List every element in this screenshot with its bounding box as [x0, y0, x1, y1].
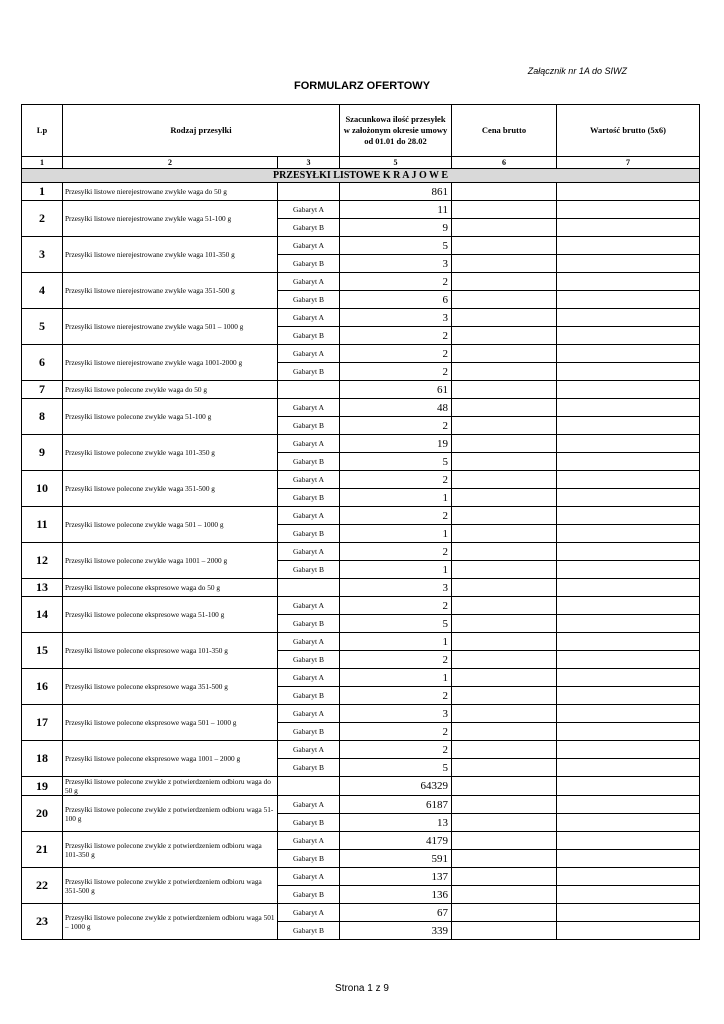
- gabaryt-b-label: Gabaryt B: [278, 814, 340, 832]
- value-cell[interactable]: [557, 741, 700, 759]
- table-row: [22, 543, 700, 561]
- price-cell[interactable]: [452, 579, 557, 597]
- value-cell[interactable]: [557, 561, 700, 579]
- gabaryt-b-label: Gabaryt B: [278, 922, 340, 940]
- row-quantity-b: 2: [340, 363, 452, 381]
- value-cell[interactable]: [557, 868, 700, 886]
- row-lp: 17: [22, 705, 63, 741]
- row-description: Przesyłki listowe polecone zwykłe z potwierdzeniem odbioru waga 101-350 g: [63, 832, 278, 868]
- value-cell[interactable]: [557, 759, 700, 777]
- price-cell[interactable]: [452, 255, 557, 273]
- value-cell[interactable]: [557, 832, 700, 850]
- price-cell[interactable]: [452, 832, 557, 850]
- value-cell[interactable]: [557, 291, 700, 309]
- table-row: [22, 345, 700, 363]
- row-quantity-a: 2: [340, 741, 452, 759]
- table-row: [22, 741, 700, 759]
- row-lp: 19: [22, 777, 63, 796]
- price-cell[interactable]: [452, 309, 557, 327]
- gabaryt-b-label: Gabaryt B: [278, 453, 340, 471]
- value-cell[interactable]: [557, 723, 700, 741]
- page-footer: Strona 1 z 9: [335, 983, 389, 994]
- row-quantity-a: 2: [340, 471, 452, 489]
- value-cell[interactable]: [557, 814, 700, 832]
- row-size-empty: [278, 183, 340, 201]
- row-quantity-a: 3: [340, 309, 452, 327]
- gabaryt-a-label: Gabaryt A: [278, 435, 340, 453]
- value-cell[interactable]: [557, 309, 700, 327]
- row-description: Przesyłki listowe polecone zwykłe z potwierdzeniem odbioru waga 351-500 g: [63, 868, 278, 904]
- row-description: Przesyłki listowe polecone ekspresowe waga 101-350 g: [63, 633, 278, 669]
- col-number: 3: [278, 157, 340, 169]
- row-lp: 18: [22, 741, 63, 777]
- row-description: Przesyłki listowe polecone ekspresowe waga 351-500 g: [63, 669, 278, 705]
- row-quantity-b: 6: [340, 291, 452, 309]
- row-description: Przesyłki listowe nierejestrowane zwykłe waga 51-100 g: [63, 201, 278, 237]
- row-lp: 14: [22, 597, 63, 633]
- price-cell[interactable]: [452, 489, 557, 507]
- row-quantity-b: 13: [340, 814, 452, 832]
- price-cell[interactable]: [452, 561, 557, 579]
- value-cell[interactable]: [557, 525, 700, 543]
- price-cell[interactable]: [452, 796, 557, 814]
- table-row: [22, 237, 700, 255]
- value-cell[interactable]: [557, 201, 700, 219]
- header-rodzaj: Rodzaj przesyłki: [63, 105, 340, 157]
- table-row: [22, 832, 700, 850]
- annex-label: Załącznik nr 1A do SIWZ: [527, 66, 627, 76]
- price-cell[interactable]: [452, 471, 557, 489]
- row-description: Przesyłki listowe polecone zwykłe waga 1001 – 2000 g: [63, 543, 278, 579]
- row-quantity-b: 1: [340, 489, 452, 507]
- column-number-row: [22, 157, 700, 169]
- row-description: Przesyłki listowe polecone ekspresowe waga 51-100 g: [63, 597, 278, 633]
- row-quantity-b: 591: [340, 850, 452, 868]
- row-quantity-a: 4179: [340, 832, 452, 850]
- row-lp: 4: [22, 273, 63, 309]
- row-quantity-a: 19: [340, 435, 452, 453]
- row-quantity-b: 339: [340, 922, 452, 940]
- gabaryt-b-label: Gabaryt B: [278, 363, 340, 381]
- price-cell[interactable]: [452, 453, 557, 471]
- row-quantity-a: 2: [340, 597, 452, 615]
- price-cell[interactable]: [452, 633, 557, 651]
- price-cell[interactable]: [452, 345, 557, 363]
- value-cell[interactable]: [557, 507, 700, 525]
- gabaryt-b-label: Gabaryt B: [278, 525, 340, 543]
- header-ilosc: Szacunkowa ilość przesyłek w założonym okresie umowy od 01.01 do 28.02: [340, 105, 452, 157]
- row-description: Przesyłki listowe polecone ekspresowe waga 1001 – 2000 g: [63, 741, 278, 777]
- table-row: [22, 471, 700, 489]
- row-quantity: 61: [340, 381, 452, 399]
- row-size-empty: [278, 579, 340, 597]
- price-cell[interactable]: [452, 507, 557, 525]
- gabaryt-a-label: Gabaryt A: [278, 597, 340, 615]
- row-lp: 21: [22, 832, 63, 868]
- row-lp: 15: [22, 633, 63, 669]
- row-quantity-b: 136: [340, 886, 452, 904]
- page-title: FORMULARZ OFERTOWY: [293, 80, 431, 92]
- gabaryt-b-label: Gabaryt B: [278, 417, 340, 435]
- price-cell[interactable]: [452, 868, 557, 886]
- value-cell[interactable]: [557, 453, 700, 471]
- row-quantity-b: 2: [340, 327, 452, 345]
- row-description: Przesyłki listowe nierejestrowane zwykłe waga 1001-2000 g: [63, 345, 278, 381]
- row-quantity-a: 2: [340, 543, 452, 561]
- gabaryt-a-label: Gabaryt A: [278, 741, 340, 759]
- row-description: Przesyłki listowe polecone zwykłe waga do 50 g: [63, 381, 278, 399]
- price-cell[interactable]: [452, 687, 557, 705]
- price-cell[interactable]: [452, 417, 557, 435]
- table-row: [22, 633, 700, 651]
- gabaryt-b-label: Gabaryt B: [278, 561, 340, 579]
- row-lp: 10: [22, 471, 63, 507]
- row-lp: 23: [22, 904, 63, 940]
- row-quantity-a: 1: [340, 633, 452, 651]
- row-quantity-a: 3: [340, 705, 452, 723]
- value-cell[interactable]: [557, 471, 700, 489]
- price-cell[interactable]: [452, 741, 557, 759]
- value-cell[interactable]: [557, 687, 700, 705]
- price-cell[interactable]: [452, 904, 557, 922]
- row-quantity-b: 2: [340, 417, 452, 435]
- row-description: Przesyłki listowe polecone ekspresowe waga 501 – 1000 g: [63, 705, 278, 741]
- value-cell[interactable]: [557, 345, 700, 363]
- value-cell[interactable]: [557, 651, 700, 669]
- row-lp: 3: [22, 237, 63, 273]
- row-quantity-b: 1: [340, 525, 452, 543]
- row-quantity-a: 137: [340, 868, 452, 886]
- price-cell[interactable]: [452, 183, 557, 201]
- price-cell[interactable]: [452, 759, 557, 777]
- row-description: Przesyłki listowe polecone ekspresowe waga do 50 g: [63, 579, 278, 597]
- gabaryt-b-label: Gabaryt B: [278, 615, 340, 633]
- price-cell[interactable]: [452, 543, 557, 561]
- col-number: 2: [63, 157, 278, 169]
- row-lp: 6: [22, 345, 63, 381]
- row-lp: 16: [22, 669, 63, 705]
- row-size-empty: [278, 777, 340, 796]
- price-cell[interactable]: [452, 814, 557, 832]
- table-row: [22, 868, 700, 886]
- price-cell[interactable]: [452, 705, 557, 723]
- row-quantity-a: 67: [340, 904, 452, 922]
- row-lp: 2: [22, 201, 63, 237]
- col-number: 5: [340, 157, 452, 169]
- offer-table: [21, 104, 700, 940]
- value-cell[interactable]: [557, 796, 700, 814]
- row-description: Przesyłki listowe polecone zwykłe waga 101-350 g: [63, 435, 278, 471]
- table-row: [22, 399, 700, 417]
- gabaryt-a-label: Gabaryt A: [278, 345, 340, 363]
- gabaryt-a-label: Gabaryt A: [278, 543, 340, 561]
- gabaryt-b-label: Gabaryt B: [278, 651, 340, 669]
- table-row: [22, 904, 700, 922]
- row-quantity-b: 3: [340, 255, 452, 273]
- value-cell[interactable]: [557, 183, 700, 201]
- row-description: Przesyłki listowe polecone zwykłe waga 51-100 g: [63, 399, 278, 435]
- price-cell[interactable]: [452, 399, 557, 417]
- gabaryt-a-label: Gabaryt A: [278, 471, 340, 489]
- price-cell[interactable]: [452, 435, 557, 453]
- price-cell[interactable]: [452, 723, 557, 741]
- gabaryt-a-label: Gabaryt A: [278, 399, 340, 417]
- price-cell[interactable]: [452, 922, 557, 940]
- header-wartosc: Wartość brutto (5x6): [557, 105, 700, 157]
- row-quantity-b: 9: [340, 219, 452, 237]
- gabaryt-b-label: Gabaryt B: [278, 886, 340, 904]
- value-cell[interactable]: [557, 381, 700, 399]
- row-lp: 12: [22, 543, 63, 579]
- table-row: [22, 309, 700, 327]
- header-cena: Cena brutto: [452, 105, 557, 157]
- row-quantity-b: 2: [340, 723, 452, 741]
- gabaryt-b-label: Gabaryt B: [278, 687, 340, 705]
- table-row: [22, 183, 700, 201]
- table-row: [22, 705, 700, 723]
- table-row: [22, 579, 700, 597]
- row-description: Przesyłki listowe nierejestrowane zwykłe waga 351-500 g: [63, 273, 278, 309]
- price-cell[interactable]: [452, 381, 557, 399]
- row-description: Przesyłki listowe polecone zwykłe waga 501 – 1000 g: [63, 507, 278, 543]
- table-row: [22, 796, 700, 814]
- value-cell[interactable]: [557, 669, 700, 687]
- row-lp: 13: [22, 579, 63, 597]
- row-description: Przesyłki listowe polecone zwykłe z potwierdzeniem odbioru waga 501 – 1000 g: [63, 904, 278, 940]
- gabaryt-a-label: Gabaryt A: [278, 507, 340, 525]
- row-lp: 1: [22, 183, 63, 201]
- gabaryt-a-label: Gabaryt A: [278, 868, 340, 886]
- row-lp: 22: [22, 868, 63, 904]
- row-quantity-b: 5: [340, 615, 452, 633]
- row-quantity-b: 2: [340, 651, 452, 669]
- price-cell[interactable]: [452, 597, 557, 615]
- row-description: Przesyłki listowe nierejestrowane zwykłe waga 101-350 g: [63, 237, 278, 273]
- table-row: [22, 777, 700, 796]
- gabaryt-b-label: Gabaryt B: [278, 759, 340, 777]
- price-cell[interactable]: [452, 363, 557, 381]
- price-cell[interactable]: [452, 886, 557, 904]
- table-row: [22, 273, 700, 291]
- gabaryt-a-label: Gabaryt A: [278, 201, 340, 219]
- gabaryt-b-label: Gabaryt B: [278, 327, 340, 345]
- price-cell[interactable]: [452, 777, 557, 796]
- gabaryt-b-label: Gabaryt B: [278, 255, 340, 273]
- value-cell[interactable]: [557, 850, 700, 868]
- table-row: [22, 597, 700, 615]
- price-cell[interactable]: [452, 651, 557, 669]
- value-cell[interactable]: [557, 705, 700, 723]
- gabaryt-a-label: Gabaryt A: [278, 237, 340, 255]
- gabaryt-a-label: Gabaryt A: [278, 832, 340, 850]
- value-cell[interactable]: [557, 435, 700, 453]
- price-cell[interactable]: [452, 615, 557, 633]
- value-cell[interactable]: [557, 273, 700, 291]
- gabaryt-a-label: Gabaryt A: [278, 705, 340, 723]
- value-cell[interactable]: [557, 327, 700, 345]
- row-quantity: 64329: [340, 777, 452, 796]
- col-number: 1: [22, 157, 63, 169]
- value-cell[interactable]: [557, 633, 700, 651]
- gabaryt-a-label: Gabaryt A: [278, 796, 340, 814]
- price-cell[interactable]: [452, 273, 557, 291]
- gabaryt-b-label: Gabaryt B: [278, 850, 340, 868]
- price-cell[interactable]: [452, 237, 557, 255]
- value-cell[interactable]: [557, 615, 700, 633]
- price-cell[interactable]: [452, 850, 557, 868]
- gabaryt-b-label: Gabaryt B: [278, 219, 340, 237]
- value-cell[interactable]: [557, 922, 700, 940]
- row-quantity-a: 6187: [340, 796, 452, 814]
- value-cell[interactable]: [557, 904, 700, 922]
- gabaryt-b-label: Gabaryt B: [278, 489, 340, 507]
- gabaryt-a-label: Gabaryt A: [278, 633, 340, 651]
- gabaryt-a-label: Gabaryt A: [278, 309, 340, 327]
- price-cell[interactable]: [452, 291, 557, 309]
- header-lp: Lp: [22, 105, 63, 157]
- table-row: [22, 507, 700, 525]
- value-cell[interactable]: [557, 255, 700, 273]
- price-cell[interactable]: [452, 201, 557, 219]
- gabaryt-b-label: Gabaryt B: [278, 723, 340, 741]
- row-quantity-a: 2: [340, 507, 452, 525]
- row-quantity-b: 5: [340, 453, 452, 471]
- price-cell[interactable]: [452, 219, 557, 237]
- header-row: [22, 105, 700, 157]
- row-lp: 20: [22, 796, 63, 832]
- row-size-empty: [278, 381, 340, 399]
- section-row: [22, 169, 700, 183]
- price-cell[interactable]: [452, 669, 557, 687]
- row-description: Przesyłki listowe polecone zwykłe z potwierdzeniem odbioru waga do 50 g: [63, 777, 278, 796]
- row-lp: 7: [22, 381, 63, 399]
- row-quantity-b: 5: [340, 759, 452, 777]
- row-lp: 8: [22, 399, 63, 435]
- gabaryt-b-label: Gabaryt B: [278, 291, 340, 309]
- col-number: 6: [452, 157, 557, 169]
- section-title: PRZESYŁKI LISTOWE K R A J O W E: [22, 169, 700, 183]
- value-cell[interactable]: [557, 597, 700, 615]
- row-lp: 11: [22, 507, 63, 543]
- row-description: Przesyłki listowe nierejestrowane zwykłe waga 501 – 1000 g: [63, 309, 278, 345]
- value-cell[interactable]: [557, 777, 700, 796]
- row-quantity-a: 2: [340, 273, 452, 291]
- table-row: [22, 201, 700, 219]
- table-row: [22, 669, 700, 687]
- row-quantity-a: 48: [340, 399, 452, 417]
- gabaryt-a-label: Gabaryt A: [278, 273, 340, 291]
- row-quantity: 861: [340, 183, 452, 201]
- value-cell[interactable]: [557, 363, 700, 381]
- value-cell[interactable]: [557, 886, 700, 904]
- row-quantity-b: 1: [340, 561, 452, 579]
- gabaryt-a-label: Gabaryt A: [278, 669, 340, 687]
- value-cell[interactable]: [557, 579, 700, 597]
- row-quantity-b: 2: [340, 687, 452, 705]
- row-description: Przesyłki listowe polecone zwykłe z potwierdzeniem odbioru waga 51-100 g: [63, 796, 278, 832]
- row-description: Przesyłki listowe nierejestrowane zwykłe waga do 50 g: [63, 183, 278, 201]
- row-quantity: 3: [340, 579, 452, 597]
- row-description: Przesyłki listowe polecone zwykłe waga 351-500 g: [63, 471, 278, 507]
- price-cell[interactable]: [452, 525, 557, 543]
- table-row: [22, 435, 700, 453]
- value-cell[interactable]: [557, 543, 700, 561]
- value-cell[interactable]: [557, 237, 700, 255]
- value-cell[interactable]: [557, 219, 700, 237]
- row-lp: 5: [22, 309, 63, 345]
- row-quantity-a: 1: [340, 669, 452, 687]
- row-quantity-a: 5: [340, 237, 452, 255]
- table-row: [22, 381, 700, 399]
- value-cell[interactable]: [557, 399, 700, 417]
- col-number: 7: [557, 157, 700, 169]
- row-quantity-a: 11: [340, 201, 452, 219]
- value-cell[interactable]: [557, 417, 700, 435]
- value-cell[interactable]: [557, 489, 700, 507]
- price-cell[interactable]: [452, 327, 557, 345]
- gabaryt-a-label: Gabaryt A: [278, 904, 340, 922]
- row-quantity-a: 2: [340, 345, 452, 363]
- row-lp: 9: [22, 435, 63, 471]
